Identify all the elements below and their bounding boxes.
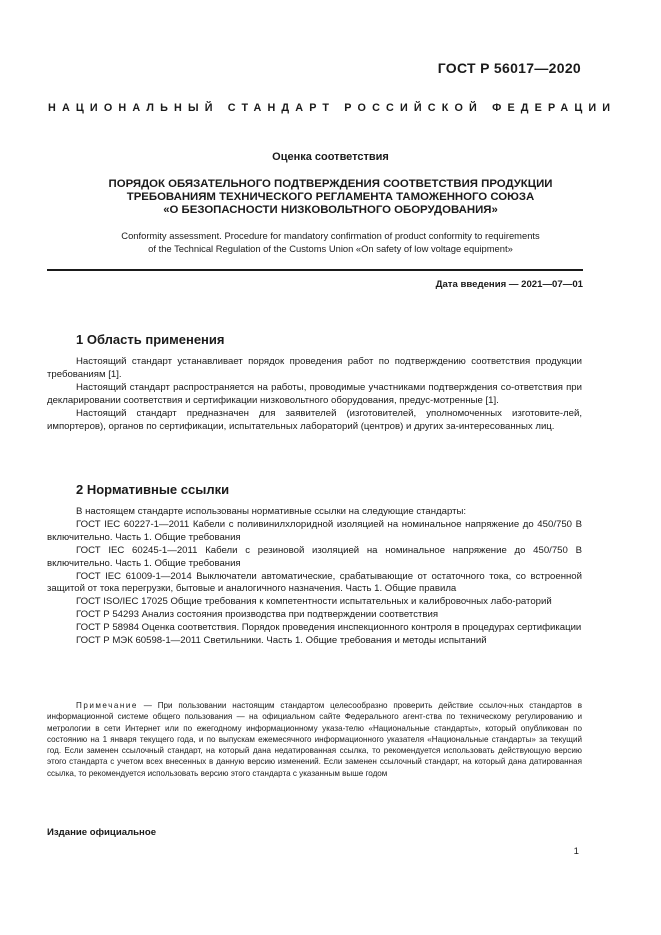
reference-item: ГОСТ IEC 61009-1—2014 Выключатели автоматические, срабатывающие от остаточного тока, со встроенной защитой от тока перегрузки, бытовые и аналогичного назначения. Часть 1. Общие правила — [47, 570, 582, 595]
note — [47, 700, 582, 779]
paragraph: Настоящий стандарт распространяется на работы, проводимые участниками подтверждения со-ответствия при декларировании соответствия и сертификации низковольтного оборудования, предус-мотренные [1]. — [47, 381, 582, 406]
note-text: — При пользовании настоящим стандартом целесообразно проверить действие ссылоч-ных стандартов в информационной системе общего пользования — на официальном сайте Федерального агент-ства по техническому регулированию и метрологии в сети Интернет или по ежегодному информационному указа-телю «Национальные стандарты», который опубликован по состоянию на 1 января текущего года, и по выпускам ежемесячного информационного указателя «Национальные стандарты» за текущий год. Если заменен ссылочный стандарт, на который дана недатированная ссылка, то рекомендуется использовать действующую версию этого стандарта с учетом всех внесенных в данную версию изменений. Если заменен ссылочный стандарт, на который дана датированная ссылка, то рекомендуется использовать версию этого стандарта с указанным выше годом — [47, 701, 582, 778]
reference-item: ГОСТ IEC 60245-1—2011 Кабели с резиновой изоляцией на номинальное напряжение до 450/750 В включительно. Часть 1. Общие требования — [47, 544, 582, 569]
english-title-line: Conformity assessment. Procedure for mandatory confirmation of product conformity to requirements — [121, 230, 540, 241]
note-label: Примечание — [76, 701, 138, 710]
section-2-body — [47, 506, 582, 648]
paragraph: Настоящий стандарт предназначен для заявителей (изготовителей, уполномоченных изготовите-лей, импортеров), органов по сертификации, испытательных лабораторий (центров) и других за-интересованных лиц. — [47, 407, 582, 432]
title-line: «О БЕЗОПАСНОСТИ НИЗКОВОЛЬТНОГО ОБОРУДОВАНИЯ» — [163, 204, 498, 216]
document-title — [40, 178, 621, 217]
title-line: ПОРЯДОК ОБЯЗАТЕЛЬНОГО ПОДТВЕРЖДЕНИЯ СООТВЕТСТВИЯ ПРОДУКЦИИ — [108, 178, 553, 190]
reference-item: ГОСТ Р 54293 Анализ состояния производства при подтверждении соответствия — [76, 609, 439, 621]
standard-banner: НАЦИОНАЛЬНЫЙ СТАНДАРТ РОССИЙСКОЙ ФЕДЕРАЦИИ — [48, 102, 617, 114]
introduction-date: Дата введения — 2021—07—01 — [435, 279, 583, 290]
reference-item: ГОСТ ISO/IEC 17025 Общие требования к компетентности испытательных и калибровочных лабо-раторий — [76, 596, 552, 608]
section-1-heading: 1 Область применения — [76, 332, 225, 347]
section-1-body — [47, 356, 582, 433]
english-title-line: of the Technical Regulation of the Customs Union «On safety of low voltage equipment» — [148, 243, 513, 254]
document-number: ГОСТ Р 56017—2020 — [437, 60, 581, 76]
paragraph: Настоящий стандарт устанавливает порядок проведения работ по подтверждению соответствия продукции требованиям [1]. — [47, 356, 582, 380]
title-divider — [47, 269, 583, 271]
page-number: 1 — [573, 846, 579, 857]
section-2-heading: 2 Нормативные ссылки — [76, 482, 230, 497]
reference-item: ГОСТ Р 58984 Оценка соответствия. Порядок проведения инспекционного контроля в процедурах сертификации — [76, 622, 582, 634]
english-title — [40, 229, 621, 255]
official-edition-label: Издание официальное — [47, 827, 157, 838]
document-subtitle: Оценка соответствия — [272, 151, 389, 163]
title-line: ТРЕБОВАНИЯМ ТЕХНИЧЕСКОГО РЕГЛАМЕНТА ТАМОЖЕННОГО СОЮЗА — [126, 191, 535, 203]
paragraph: В настоящем стандарте использованы нормативные ссылки на следующие стандарты: — [76, 506, 467, 517]
reference-item: ГОСТ Р МЭК 60598-1—2011 Светильники. Часть 1. Общие требования и методы испытаний — [76, 635, 487, 647]
reference-item: ГОСТ IEC 60227-1—2011 Кабели с поливинилхлоридной изоляцией на номинальное напряжение до 450/750 В включительно. Часть 1. Общие требования — [47, 518, 582, 543]
